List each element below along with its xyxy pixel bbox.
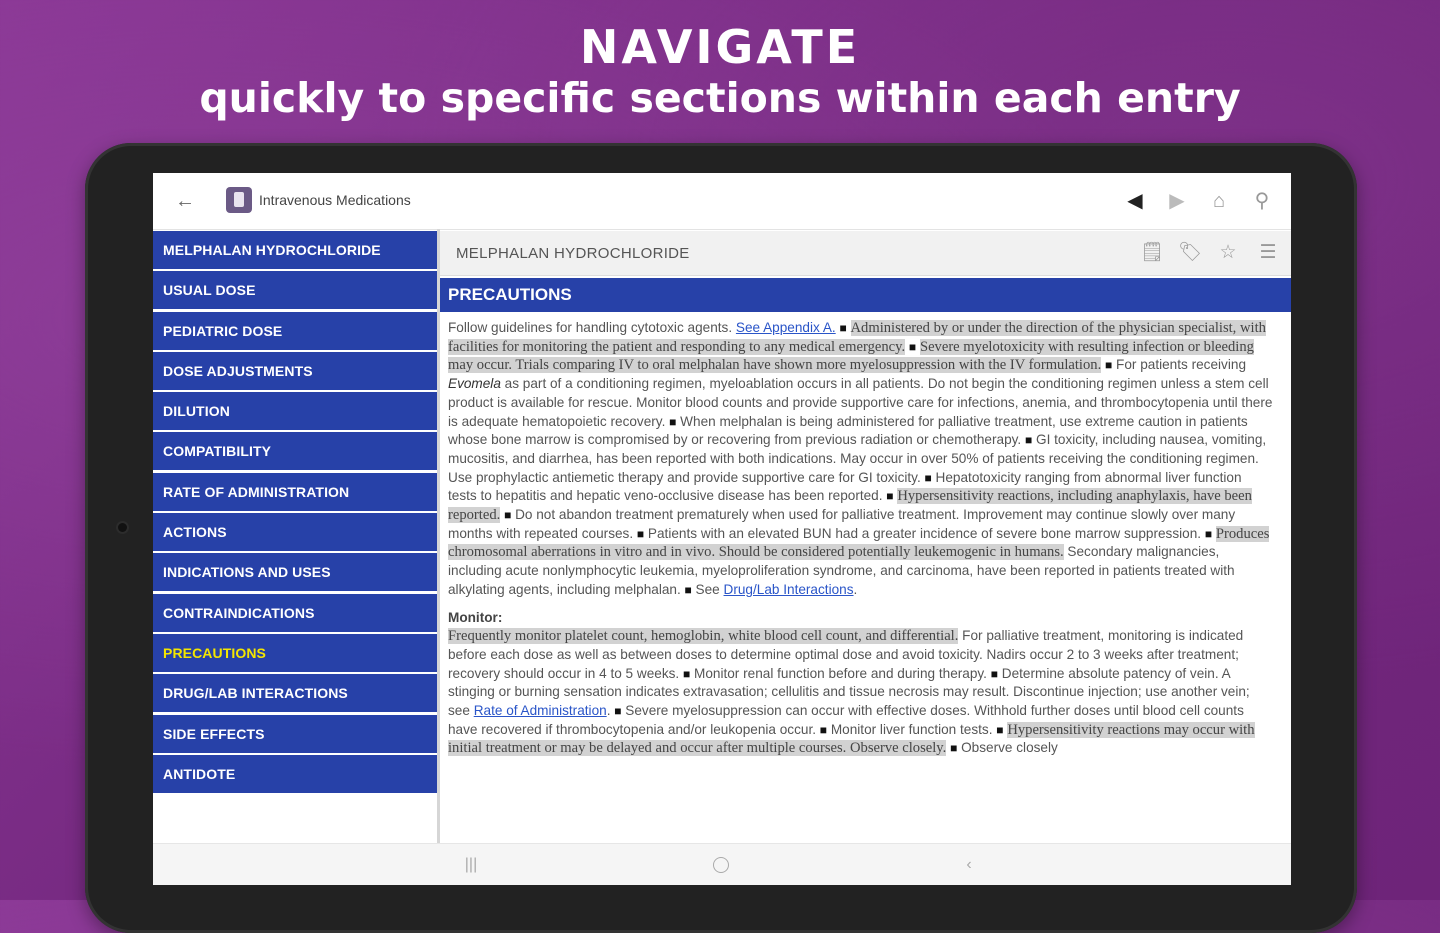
highlight-text: Severe myelotoxicity with resulting infection or bleeding may occur. Trials comparing IV to oral melphalan have shown more myelosuppression with the IV formulation. xyxy=(448,338,1254,374)
nav-item-dilution[interactable]: DILUTION xyxy=(153,392,437,430)
highlight-text: Frequently monitor platelet count, hemoglobin, white blood cell count, and differential. xyxy=(448,628,959,645)
bullet-icon: ■ xyxy=(1204,526,1213,541)
home-circle-icon[interactable] xyxy=(709,854,733,876)
drug-lab-link[interactable]: Drug/Lab Interactions xyxy=(723,581,854,597)
nav-item-usual-dose[interactable]: USUAL DOSE xyxy=(153,271,437,309)
system-nav-bar xyxy=(153,843,1291,885)
highlight-text: Administered by or under the direction of the physician specialist, with facilities for monitoring the patient and responding to any medical emergency. xyxy=(448,320,1266,355)
nav-item-dose-adjustments[interactable]: DOSE ADJUSTMENTS xyxy=(153,352,437,390)
section-nav xyxy=(153,231,437,885)
text-span: Hepatotoxicity ranging from abnormal liver function tests to hepatitis and hepatic veno-occlusive disease has been reported. xyxy=(448,469,1242,504)
bullet-icon: ■ xyxy=(636,526,645,541)
app-screen xyxy=(153,173,1291,885)
recents-icon[interactable]: ||| xyxy=(464,856,478,873)
nav-item-side-effects[interactable]: SIDE EFFECTS xyxy=(153,715,437,753)
bullet-icon: ■ xyxy=(614,704,622,719)
text-span: For palliative treatment, monitoring is indicated before each dose as well as between doses to determine optimal dose and avoid toxicity. Nadirs occur 2 to 3 weeks after treatment; recovery should occur in 4 to 5 weeks. xyxy=(448,628,1244,681)
text-span: For patients receiving xyxy=(1112,357,1246,373)
top-toolbar xyxy=(153,173,1291,230)
search-icon[interactable]: ⚲ xyxy=(1254,190,1270,212)
text-span: Secondary malignancies, including acute nonlymphocytic leukemia, myeloproliferation syndrome, and carcinoma, have been reported in patients treated with alkylating agents, including melphalan. xyxy=(448,544,1235,597)
monitor-paragraph xyxy=(448,627,1274,758)
bullet-icon: ■ xyxy=(839,321,847,335)
bullet-icon: ■ xyxy=(1105,358,1113,373)
camera-icon xyxy=(118,523,127,532)
drug-brand: Evomela xyxy=(448,376,501,392)
text-span: Monitor renal function before and during therapy. xyxy=(690,665,991,681)
text-span: Observe closely xyxy=(957,740,1058,756)
text-span: See xyxy=(691,581,724,597)
precautions-text xyxy=(448,319,1274,758)
monitor-label: Monitor: xyxy=(448,609,503,625)
bullet-icon: ■ xyxy=(504,508,512,523)
app-title: Intravenous Medications xyxy=(259,192,411,208)
promo-subheadline: quickly to specific sections within each entry xyxy=(199,74,1241,122)
nav-item-drug-lab-interactions[interactable]: DRUG/LAB INTERACTIONS xyxy=(153,674,437,712)
nav-item-pediatric-dose[interactable]: PEDIATRIC DOSE xyxy=(153,312,437,350)
text-span: Do not abandon treatment prematurely when used for palliative treatment. Improvement may continue slowly over many months with repeated courses. xyxy=(448,507,1236,541)
nav-item-rate-of-administration[interactable]: RATE OF ADMINISTRATION xyxy=(153,473,437,511)
back-chevron-icon[interactable]: ‹ xyxy=(966,856,972,873)
star-icon[interactable]: ☆ xyxy=(1219,242,1237,263)
bullet-icon: ■ xyxy=(819,722,828,737)
nav-item-contraindications[interactable]: CONTRAINDICATIONS xyxy=(153,594,437,632)
text-span: Monitor liver function tests. xyxy=(827,721,997,737)
section-heading: PRECAUTIONS xyxy=(440,278,1291,312)
nav-item-indications-and-uses[interactable]: INDICATIONS AND USES xyxy=(153,553,437,591)
promo-headline: NAVIGATE xyxy=(579,20,861,74)
previous-entry-icon[interactable]: ◀ xyxy=(1127,190,1143,212)
nav-item-actions[interactable]: ACTIONS xyxy=(153,513,437,551)
text-span: GI toxicity, including nausea, vomiting, mucositis, and diarrhea, has been reported with both indications. May occur in over 50% of patients receiving the conditioning regimen. Use prophylactic antiemetic therapy and provide supportive care for GI toxicity. xyxy=(448,432,1267,485)
tag-icon[interactable]: 🏷 xyxy=(1178,242,1203,263)
precautions-paragraph xyxy=(448,319,1274,600)
appendix-link[interactable]: See Appendix A. xyxy=(735,320,836,335)
text-span: Determine absolute patency of vein. A stinging or burning sensation indicates extravasation; cellulitis and tissue necrosis may result. Discontinue injection; use another vein; see xyxy=(448,665,1250,719)
bullet-icon: ■ xyxy=(996,722,1004,737)
bullet-icon: ■ xyxy=(669,414,677,429)
section-list-icon[interactable]: ☰ xyxy=(1259,242,1277,263)
text-span: . xyxy=(853,581,858,597)
text-span: Patients with an elevated BUN had a greater incidence of severe bone marrow suppression. xyxy=(644,525,1205,541)
bullet-icon: ■ xyxy=(950,741,958,756)
bullet-icon: ■ xyxy=(924,470,932,485)
back-arrow-icon[interactable]: ← xyxy=(175,190,195,212)
bullet-icon: ■ xyxy=(684,582,692,597)
bullet-icon: ■ xyxy=(908,339,917,354)
next-entry-icon[interactable]: ▶ xyxy=(1169,190,1185,212)
bullet-icon: ■ xyxy=(886,489,894,504)
rate-of-administration-link[interactable]: Rate of Administration xyxy=(473,703,607,719)
text-span: Severe myelosuppression can occur with effective doses. Withhold further doses until blood cell counts have recovered if thrombocytopenia and/or leukopenia occur. xyxy=(448,703,1244,737)
nav-item-antidote[interactable]: ANTIDOTE xyxy=(153,755,437,793)
bullet-icon: ■ xyxy=(1024,433,1033,448)
bullet-icon: ■ xyxy=(990,666,998,681)
bullet-icon: ■ xyxy=(682,666,691,681)
text-span: When melphalan is being administered for palliative treatment, use extreme caution in patients whose bone marrow is compromised by or recovering from previous radiation or chemotherapy. xyxy=(448,413,1248,448)
entry-header xyxy=(440,231,1291,276)
nav-item-melphalan[interactable]: MELPHALAN HYDROCHLORIDE xyxy=(153,231,437,269)
highlight-text: Produces chromosomal aberrations in vitro and in vivo. Should be considered potentially leukemogenic in humans. xyxy=(448,525,1270,561)
text-span: as part of a conditioning regimen, myeloablation occurs in all patients. Do not begin the conditioning regimen unless a stem cell product is available for rescue. Monitor blood counts and provide supportive care for infections, anemia, and thrombocytopenia until there is adequate hematopoietic recovery. xyxy=(448,376,1273,429)
text-span: Follow guidelines for handling cytotoxic agents. xyxy=(448,320,736,335)
home-icon[interactable]: ⌂ xyxy=(1212,190,1226,212)
app-logo-icon xyxy=(226,187,252,213)
highlight-text: Hypersensitivity reactions, including anaphylaxis, have been reported. xyxy=(448,488,1252,524)
nav-item-compatibility[interactable]: COMPATIBILITY xyxy=(153,432,437,470)
highlight-text: Hypersensitivity reactions may occur with initial treatment or may be delayed and occur after multiple courses. Observe closely. xyxy=(448,721,1255,757)
text-span: . xyxy=(606,703,615,719)
entry-content xyxy=(440,231,1291,841)
notes-icon[interactable]: 🗒 xyxy=(1140,242,1165,263)
nav-item-precautions[interactable]: PRECAUTIONS xyxy=(153,634,437,672)
entry-title: MELPHALAN HYDROCHLORIDE xyxy=(456,245,690,262)
